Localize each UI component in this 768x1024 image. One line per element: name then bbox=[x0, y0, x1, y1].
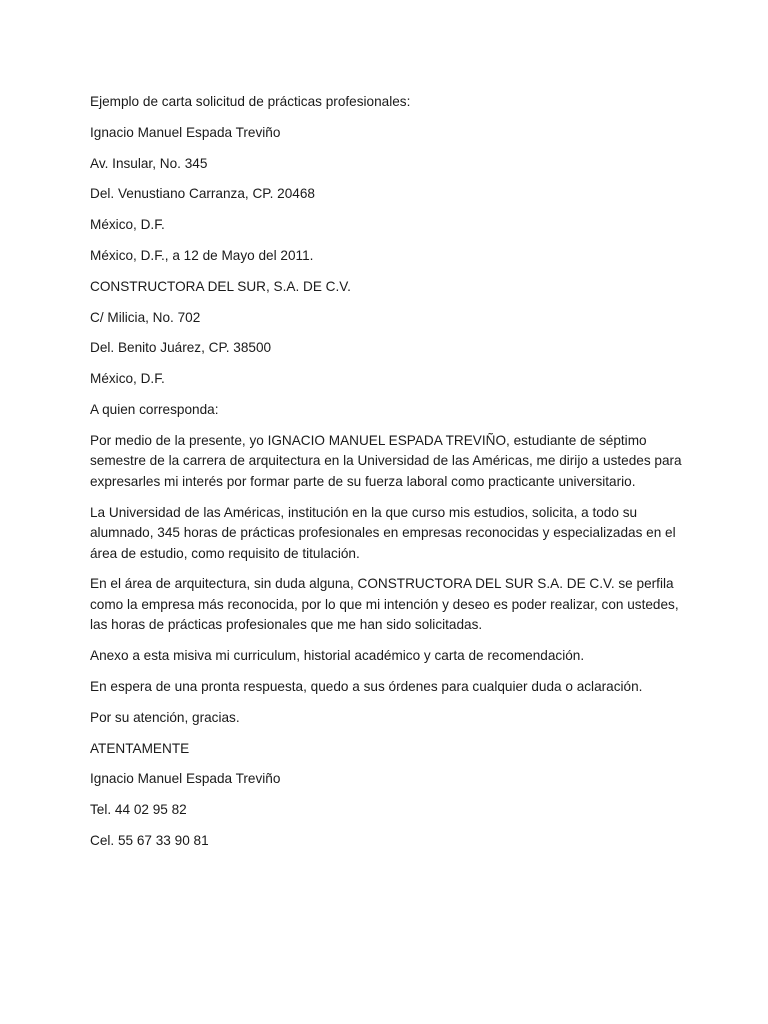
body-paragraph-5: En espera de una pronta respuesta, quedo a sus órdenes para cualquier duda o aclaración. bbox=[90, 678, 643, 694]
signature-tel: Tel. 44 02 95 82 bbox=[90, 802, 187, 818]
closing: ATENTAMENTE bbox=[90, 740, 190, 756]
letter-heading: Ejemplo de carta solicitud de prácticas profesionales: bbox=[90, 94, 411, 109]
sender-name: Ignacio Manuel Espada Treviño bbox=[90, 124, 281, 140]
letter-page bbox=[90, 92, 690, 862]
body-paragraph-6: Por su atención, gracias. bbox=[90, 709, 240, 725]
signature-cel: Cel. 55 67 33 90 81 bbox=[90, 832, 209, 848]
recipient-company: CONSTRUCTORA DEL SUR, S.A. DE C.V. bbox=[90, 278, 351, 294]
letter-date: México, D.F., a 12 de Mayo del 2011. bbox=[90, 247, 314, 263]
recipient-address: C/ Milicia, No. 702 bbox=[90, 309, 201, 325]
recipient-district: Del. Benito Juárez, CP. 38500 bbox=[90, 340, 272, 356]
recipient-city: México, D.F. bbox=[90, 371, 165, 387]
sender-district: Del. Venustiano Carranza, CP. 20468 bbox=[90, 186, 315, 202]
body-paragraph-2: La Universidad de las Américas, institución en la que curso mis estudios, solicita, a todo su alumnado, 345 horas de prácticas profesionales en empresas reconocidas y especializadas en el área de estudio, como requisito de titulación. bbox=[90, 504, 676, 561]
body-paragraph-3: En el área de arquitectura, sin duda alguna, CONSTRUCTORA DEL SUR S.A. DE C.V. se perfila como la empresa más reconocida, por lo que mi intención y deseo es poder realizar, con ustedes, las horas de prácticas profesionales que me han sido solicitadas. bbox=[90, 576, 679, 633]
signature-name: Ignacio Manuel Espada Treviño bbox=[90, 771, 281, 787]
salutation: A quien corresponda: bbox=[90, 401, 219, 417]
body-paragraph-4: Anexo a esta misiva mi curriculum, historial académico y carta de recomendación. bbox=[90, 648, 585, 664]
sender-city: México, D.F. bbox=[90, 217, 165, 233]
body-paragraph-1: Por medio de la presente, yo IGNACIO MANUEL ESPADA TREVIÑO, estudiante de séptimo semestre de la carrera de arquitectura en la Universidad de las Américas, me dirijo a ustedes para expresarles mi interés por formar parte de su fuerza laboral como practicante universitario. bbox=[90, 432, 682, 489]
sender-address: Av. Insular, No. 345 bbox=[90, 155, 208, 171]
